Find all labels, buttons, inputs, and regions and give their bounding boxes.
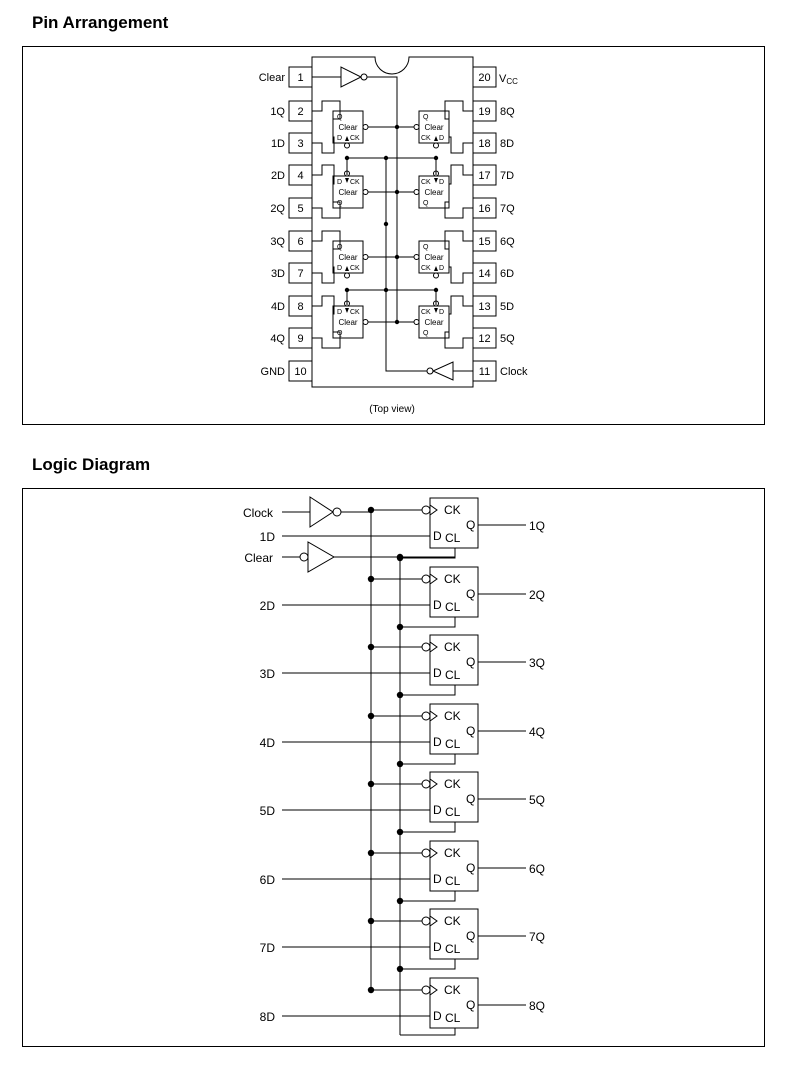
ff-clear-label: Clear [424,188,444,197]
ff-input-label: 7D [259,941,275,955]
clear-bus-junction [397,624,403,630]
pin-label: 5Q [500,333,515,345]
ff-q-label: Q [423,330,429,337]
ff-d-label: D [439,309,445,316]
pin-number: 2 [297,106,304,118]
ff-clock-bubble [422,849,430,857]
clear-bus-junction [397,829,403,835]
ff-ck-label: CK [421,309,431,316]
logic-flip-flop [260,909,545,972]
ff-clear-label: Clear [338,123,358,132]
ff-input-label: 5D [259,804,275,818]
logic-clear-label: Clear [244,551,273,565]
ff-ck-label: CK [421,135,431,142]
clock-bus-junction [368,644,374,650]
ff-d-label: D [433,666,442,680]
pin-number: 20 [478,72,491,84]
pin-label: 8D [500,138,515,150]
top-view-caption: (Top view) [369,404,415,415]
ff-output-label: 6Q [529,862,546,876]
pin-number: 8 [297,301,304,313]
ff-clear-label: Clear [424,318,444,327]
pin-label: 8Q [500,106,515,118]
ff-output-label: 3Q [529,656,546,670]
ff-ck-label: CK [444,777,461,791]
ff-d-label: D [433,803,442,817]
ff-clear-wire [400,685,455,695]
ff-q-label: Q [466,724,476,738]
ff-clear-wire [400,959,455,969]
ff-clear-wire [430,1028,455,1035]
pin-label: 2Q [270,203,285,215]
pin-number: 17 [478,170,491,182]
ff-ck-label: CK [444,914,461,928]
pin-number: 1 [297,72,304,84]
pin-number: 18 [478,138,491,150]
ff-cl-label: CL [445,668,461,682]
ff-cl-label: CL [445,1011,461,1025]
ff-cl-label: CL [445,531,461,545]
clock-bus-junction [368,576,374,582]
ff-clear-label: Clear [424,253,444,262]
pin-number: 9 [297,333,304,345]
pin-arrangement-title: Pin Arrangement [32,13,169,32]
ff-clear-wire-first [400,548,455,557]
ff-clear-label: Clear [338,318,358,327]
pin-label: 4Q [270,333,285,345]
clear-bus-junction [397,898,403,904]
ff-cl-label: CL [445,600,461,614]
ff-ck-label: CK [350,265,360,272]
ff-q-label: Q [423,244,429,251]
logic-clock-inverter [310,497,341,527]
ff-d-label: D [439,265,445,272]
logic-flip-flop [260,567,545,630]
ff-clear-wire [400,617,455,627]
ff-clock-bubble [422,917,430,925]
ff-clock-bubble [422,643,430,651]
ff-cl-label: CL [445,805,461,819]
ff-ck-label: CK [421,265,431,272]
logic-flip-flop [260,772,545,835]
pin-number: 12 [478,333,491,345]
logic-flip-flop [260,635,545,698]
ff-clear-label: Clear [338,188,358,197]
ff-output-label: 1Q [529,519,546,533]
ff-output-label: 5Q [529,793,546,807]
ff-ck-label: CK [444,846,461,860]
clock-bus-junction [368,918,374,924]
ff-clear-label: Clear [338,253,358,262]
pin-label: 2D [270,170,285,182]
ff-ck-label: CK [444,640,461,654]
pin-number: 5 [297,203,304,215]
ff-q-label: Q [337,114,343,121]
pin-label-vcc: VCC [499,73,518,86]
ff-clock-bubble [422,712,430,720]
ff-cl-label: CL [445,737,461,751]
ff-q-label: Q [337,330,343,337]
ff-output-label: 2Q [529,588,546,602]
pin-number: 16 [478,203,491,215]
ff-q-label: Q [466,655,476,669]
pin-label: 5D [500,301,515,313]
ff-d-label: D [439,179,445,186]
clock-bus-junction [368,781,374,787]
ff-d-label: D [433,1009,442,1023]
pin-label: 3Q [270,236,285,248]
ff-ck-label: CK [350,179,360,186]
pin-label: 6Q [500,236,515,248]
ff-input-label: 3D [259,667,275,681]
ff-q-label: Q [466,929,476,943]
pin-number: 3 [297,138,304,150]
clock-bus-junction [368,850,374,856]
ff-d-label: D [433,735,442,749]
pin-label: 4D [270,301,285,313]
pin-number: 15 [478,236,491,248]
pin-number: 7 [297,268,304,280]
logic-flip-flop [260,704,545,767]
ff-clock-bubble [422,780,430,788]
ff-q-label: Q [466,518,476,532]
ff-ck-label: CK [444,572,461,586]
ff-clear-wire [400,822,455,832]
clock-bus-junction [368,713,374,719]
pin-number: 14 [478,268,491,280]
ff-d-label: D [433,940,442,954]
ff-ck-label: CK [421,179,431,186]
ff-cl-label: CL [445,874,461,888]
ff-output-label: 7Q [529,930,546,944]
pin-number: 6 [297,236,304,248]
ff-q-label: Q [423,114,429,121]
ff-clock-bubble [422,986,430,994]
ff-q-label: Q [337,244,343,251]
logic-clock-label: Clock [242,506,273,520]
ff-clear-label: Clear [424,123,444,132]
ff-q-label: Q [466,792,476,806]
ff-clock-bubble [422,575,430,583]
ff-clear-wire [400,754,455,764]
pin-label: 7Q [500,203,515,215]
ff-q-label: Q [466,861,476,875]
ff-d-label: D [337,265,343,272]
ff-q-label: Q [337,200,343,207]
ff-d-label: D [433,529,442,543]
pin-number: 4 [297,170,304,182]
pin-number: 13 [478,301,491,313]
ff-ck-label: CK [444,983,461,997]
ff-ck-label: CK [350,309,360,316]
ff-ck-label: CK [444,709,461,723]
ff-q-label: Q [466,587,476,601]
clear-bus-junction [397,761,403,767]
ff-clock-bubble [422,506,430,514]
clear-bus-junction [397,966,403,972]
ff-d-label: D [433,872,442,886]
pin-number: 11 [478,366,491,378]
pin-label: GND [260,366,285,378]
ff-d-label: D [337,179,343,186]
ff-input-label: 4D [259,736,275,750]
logic-flip-flop [260,498,545,561]
ff-d-label: D [337,309,343,316]
ff-output-label: 8Q [529,999,546,1013]
clock-bus-junction [368,987,374,993]
clear-bus-junction [397,692,403,698]
pin-number: 19 [478,106,491,118]
ff-q-label: Q [466,998,476,1012]
pin-label: 1Q [270,106,285,118]
pin-label: 3D [270,268,285,280]
pin-number: 10 [294,366,307,378]
logic-diagram-title: Logic Diagram [32,455,151,474]
ff-output-label: 4Q [529,725,546,739]
ff-input-label: 2D [259,599,275,613]
pin-label: 6D [500,268,515,280]
pin-label: Clear [258,72,285,84]
ff-ck-label: CK [350,135,360,142]
logic-clear-inverter [300,542,334,572]
ff-ck-label: CK [444,503,461,517]
ff-d-label: D [337,135,343,142]
ff-clear-wire [400,891,455,901]
pin-label: 1D [270,138,285,150]
ff-input-label: 8D [259,1010,275,1024]
clock-bus-junction [368,507,374,513]
ff-input-label: 1D [259,530,275,544]
ff-q-label: Q [423,200,429,207]
pin-label: 7D [500,170,515,182]
ff-d-label: D [439,135,445,142]
logic-flip-flop [260,841,545,904]
pin-label: Clock [500,366,528,378]
logic-flip-flop [260,978,545,1035]
ff-input-label: 6D [259,873,275,887]
ff-cl-label: CL [445,942,461,956]
ff-d-label: D [433,598,442,612]
